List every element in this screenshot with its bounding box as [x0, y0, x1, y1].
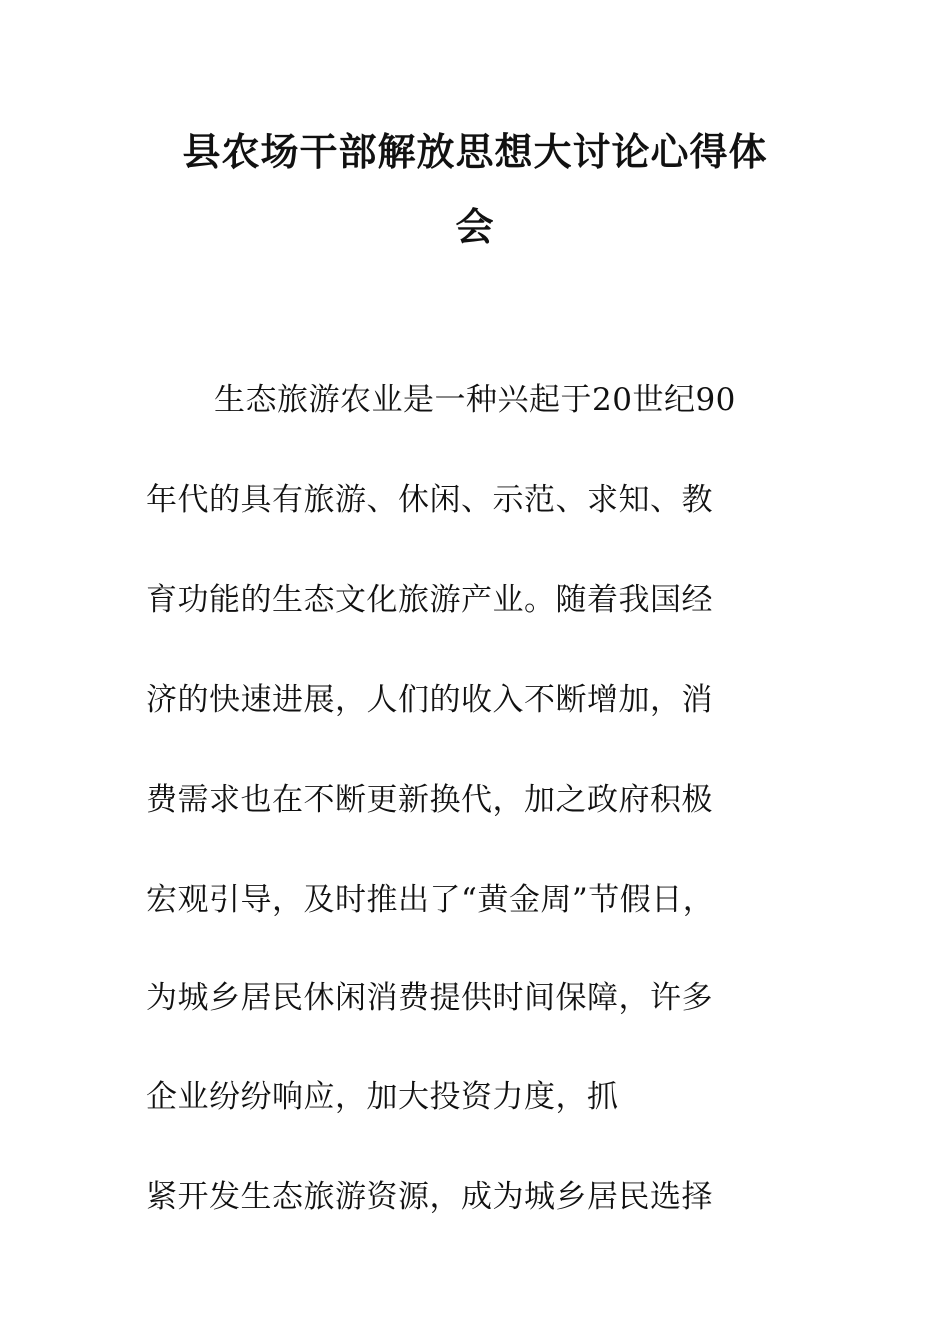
paragraph-line-8: 企业纷纷响应，加大投资力度，抓 — [146, 1079, 619, 1115]
paragraph-line-7: 为城乡居民休闲消费提供时间保障，许多 — [146, 980, 713, 1016]
document-title-line-1: 县农场干部解放思想大讨论心得体 — [182, 130, 768, 174]
paragraph-line-3: 育功能的生态文化旅游产业。随着我国经 — [146, 582, 713, 618]
paragraph-line-2: 年代的具有旅游、休闲、示范、求知、教 — [146, 482, 713, 518]
paragraph-line-6: 宏观引导，及时推出了“黄金周”节假日， — [146, 882, 715, 918]
paragraph-line-5: 费需求也在不断更新换代，加之政府积极 — [146, 782, 713, 818]
paragraph-line-4: 济的快速进展，人们的收入不断增加，消 — [146, 682, 713, 718]
paragraph-line-9: 紧开发生态旅游资源，成为城乡居民选择 — [146, 1179, 713, 1215]
document-title-line-2: 会 — [455, 205, 495, 249]
paragraph-line-1: 生态旅游农业是一种兴起于20世纪90 — [214, 382, 736, 418]
